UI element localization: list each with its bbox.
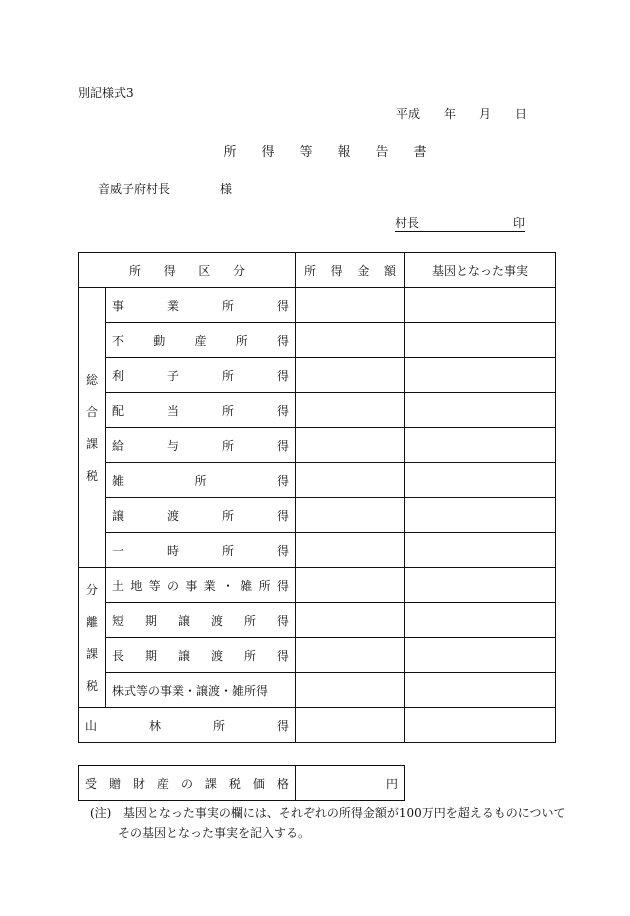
amount-cell[interactable] (296, 498, 405, 533)
basis-cell[interactable] (405, 638, 556, 673)
note-line2: その基因となった事実を記入する。 (118, 826, 311, 840)
amount-cell[interactable] (296, 708, 405, 743)
table-row (79, 603, 556, 638)
amount-cell[interactable] (296, 533, 405, 568)
date-month: 月 (479, 107, 492, 121)
row-label: 不 動 産 所 得 (106, 323, 296, 358)
header-amount: 所 得 金 額 (296, 253, 405, 288)
sender-label: 村長 (395, 216, 420, 230)
basis-cell[interactable] (405, 393, 556, 428)
row-label: 一 時 所 得 (106, 533, 296, 568)
row-label: 雑 所 得 (106, 463, 296, 498)
basis-cell[interactable] (405, 498, 556, 533)
basis-cell[interactable] (405, 673, 556, 708)
amount-cell[interactable] (296, 673, 405, 708)
row-label: 事 業 所 得 (106, 288, 296, 323)
amount-cell[interactable] (296, 428, 405, 463)
row-label: 配 当 所 得 (106, 393, 296, 428)
amount-cell[interactable] (296, 358, 405, 393)
date-era: 平成 (396, 107, 421, 121)
row-label: 土 地 等 の 事 業 ・ 雑 所 得 (106, 568, 296, 603)
seal-mark: 印 (512, 216, 525, 230)
title-char: 報 (337, 145, 351, 160)
addressee-name: 音威子府村長 (98, 182, 171, 196)
basis-cell[interactable] (405, 708, 556, 743)
group-label-sogo: 総 合 課 税 (79, 288, 106, 568)
amount-cell[interactable] (296, 393, 405, 428)
title-char: 書 (413, 145, 427, 160)
amount-cell[interactable] (296, 568, 405, 603)
row-label: 譲 渡 所 得 (106, 498, 296, 533)
table-row (79, 393, 556, 428)
group-label-bunri: 分 離 課 税 (79, 568, 106, 708)
row-label: 長 期 譲 渡 所 得 (106, 638, 296, 673)
table-row (79, 533, 556, 568)
sender-line (395, 217, 525, 235)
date-year: 年 (444, 107, 457, 121)
table-row (79, 673, 556, 708)
basis-cell[interactable] (405, 533, 556, 568)
title-char: 等 (299, 145, 313, 160)
form-id: 別記様式3 (78, 86, 134, 100)
header-basis: 基因となった事実 (405, 253, 556, 288)
note-line1: 基因となった事実の欄には、それぞれの所得金額が100万円を超えるものについて (122, 806, 566, 820)
header-category: 所 得 区 分 (79, 253, 296, 288)
income-table (78, 252, 556, 743)
gift-label: 受 贈 財 産 の 課 税 価 格 (79, 766, 296, 801)
basis-cell[interactable] (405, 358, 556, 393)
row-label: 給 与 所 得 (106, 428, 296, 463)
amount-cell[interactable] (296, 463, 405, 498)
addressee-suffix: 様 (220, 182, 233, 196)
amount-cell[interactable] (296, 323, 405, 358)
table-header-row (79, 253, 556, 288)
title-char: 得 (261, 145, 275, 160)
title-char: 告 (375, 145, 389, 160)
basis-cell[interactable] (405, 288, 556, 323)
basis-cell[interactable] (405, 428, 556, 463)
table-row (79, 708, 556, 743)
table-row (79, 498, 556, 533)
yen-unit: 円 (385, 776, 398, 791)
amount-cell[interactable] (296, 288, 405, 323)
basis-cell[interactable] (405, 463, 556, 498)
table-row (79, 568, 556, 603)
table-row (79, 428, 556, 463)
table-row (79, 358, 556, 393)
row-label: 株式等の事業・譲渡・雑所得 (106, 673, 296, 708)
date-day: 日 (515, 107, 528, 121)
amount-cell[interactable] (296, 603, 405, 638)
row-label: 利 子 所 得 (106, 358, 296, 393)
note-prefix: (注) (90, 806, 112, 820)
title-char: 所 (223, 145, 237, 160)
gift-amount-cell[interactable] (296, 766, 405, 801)
gift-tax-table (78, 765, 405, 801)
table-row (79, 766, 405, 801)
footnote (90, 803, 566, 843)
amount-cell[interactable] (296, 638, 405, 673)
basis-cell[interactable] (405, 568, 556, 603)
document-title (217, 141, 445, 160)
table-row (79, 463, 556, 498)
basis-cell[interactable] (405, 323, 556, 358)
basis-cell[interactable] (405, 603, 556, 638)
table-row (79, 638, 556, 673)
table-row (79, 323, 556, 358)
addressee (98, 180, 233, 197)
row-label-forest: 山 林 所 得 (79, 708, 296, 743)
row-label: 短 期 譲 渡 所 得 (106, 603, 296, 638)
table-row (79, 288, 556, 323)
